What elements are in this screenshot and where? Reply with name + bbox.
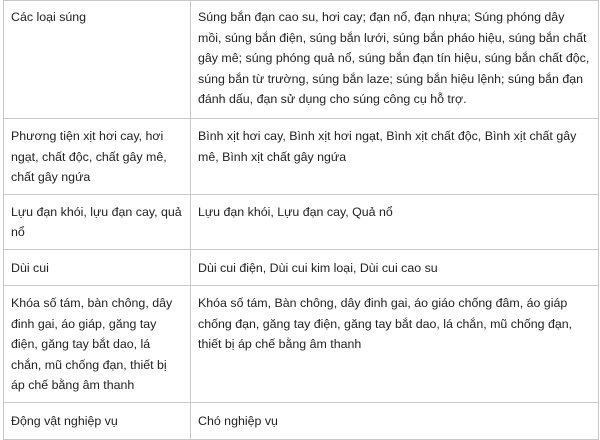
items-cell: Súng bắn đạn cao su, hơi cay; đạn nổ, đạn nhựa; Súng phóng dây mồi, súng bắn điện, súng bắn lưới, súng bắn pháo hiệu, súng bắn chất gây mê; súng phóng quả nổ, súng bắn đạn tín hiệu, súng bắn chất độc, súng bắn từ trường, súng bắn laze; súng bắn hiệu lệnh; súng bắn đạn đánh dấu, đạn sử dụng cho súng công cụ hỗ trợ.: [191, 1, 599, 119]
table-row: [4, 119, 599, 195]
table-row: [4, 402, 599, 439]
table-row: [4, 249, 599, 285]
table-row: [4, 194, 599, 249]
category-cell: Động vật nghiệp vụ: [4, 402, 191, 439]
category-cell: Dùi cui: [4, 249, 191, 285]
category-cell: Phương tiện xịt hơi cay, hơi ngạt, chất độc, chất gây mê, chất gây ngứa: [4, 119, 191, 195]
items-cell: Dùi cui điện, Dùi cui kim loại, Dùi cui cao su: [191, 249, 599, 285]
table-row: [4, 1, 599, 119]
category-cell: Lựu đạn khói, lựu đạn cay, quả nổ: [4, 194, 191, 249]
items-cell: Lựu đạn khói, Lựu đạn cay, Quả nổ: [191, 194, 599, 249]
items-cell: Bình xịt hơi cay, Bình xịt hơi ngạt, Bình xịt chất độc, Bình xịt chất gây mê, Bình xịt chất gây ngứa: [191, 119, 599, 195]
support-tools-table: [3, 0, 599, 440]
table-row: [4, 285, 599, 402]
items-cell: Chó nghiệp vụ: [191, 402, 599, 439]
category-cell: Các loại súng: [4, 1, 191, 119]
category-cell: Khóa số tám, bàn chông, dây đinh gai, áo giáp, găng tay điện, găng tay bắt dao, lá chắn, mũ chống đạn, thiết bị áp chế bằng âm thanh: [4, 285, 191, 402]
items-cell: Khóa số tám, Bàn chông, dây đinh gai, áo giáo chống đâm, áo giáp chống đạn, găng tay điện, găng tay bắt dao, lá chắn, mũ chống đạn, thiết bị áp chế bằng âm thanh: [191, 285, 599, 402]
